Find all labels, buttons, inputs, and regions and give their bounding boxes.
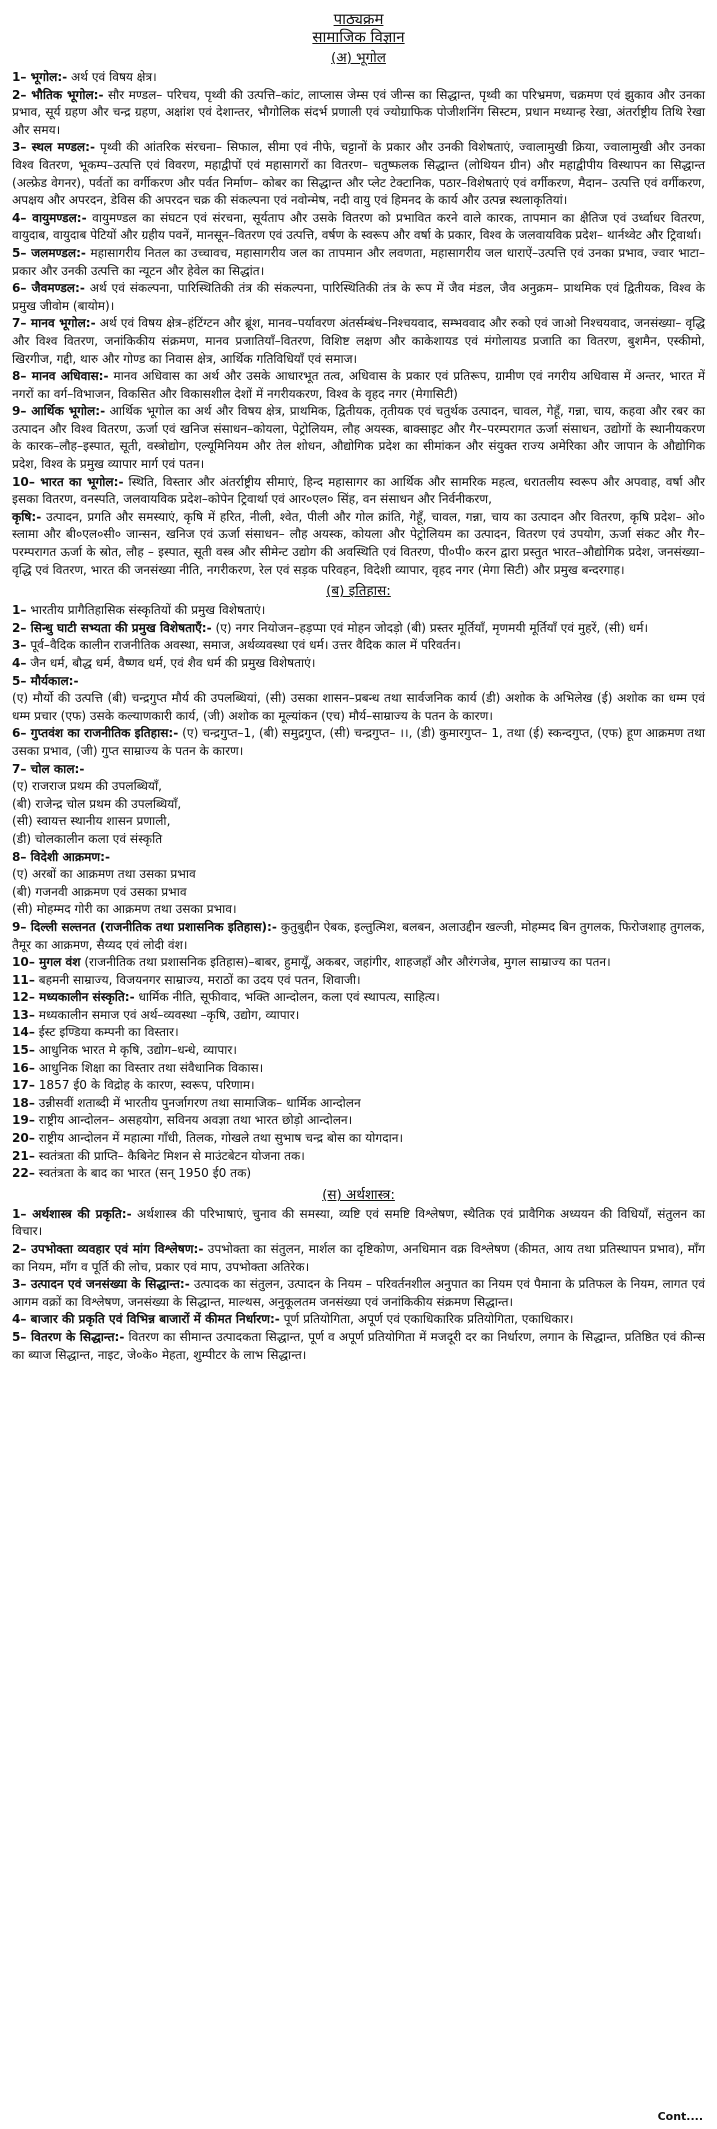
syllabus-item [12,1060,705,1078]
item-heading: 13– [12,1007,35,1022]
item-heading: 2– उपभोक्ता व्यवहार एवं मांग विश्लेषण:- [12,1242,204,1256]
syllabus-item [12,778,705,796]
item-text: वितरण का सीमान्त उत्पादकता सिद्धान्त, पूर्ण व अपूर्ण प्रतियोगिता में मजदूरी दर का निर्धारण, लगान के सिद्धान्त, प्रतिष्ठित एवं कीन्स का ब्याज सिद्धान्त, नाइट, जे०के० मेहता, शुम्पीटर के लाभ सिद्धान्त। [12,1329,705,1362]
syllabus-item [12,1042,705,1060]
item-text: (डी) चोलकालीन कला एवं संस्कृति [12,831,163,846]
syllabus-item [12,849,705,867]
item-heading: 9– आर्थिक भूगोल:- [12,404,106,419]
item-text: आधुनिक शिक्षा का विस्तार तथा संवैधानिक विकास। [34,1060,264,1075]
item-text: (बी) गजनवी आक्रमण एवं उसका प्रभाव [12,884,187,899]
syllabus-item [12,620,705,638]
syllabus-item [12,474,705,509]
item-text: (ए) राजराज प्रथम की उपलब्धियाँ, [12,779,162,794]
syllabus-item [12,1165,705,1183]
item-heading: 5– जलमण्डल:- [12,245,86,260]
item-heading: 21– [12,1148,35,1163]
item-text: बहमनी साम्राज्य, विजयनगर साम्राज्य, मराठों का उदय एवं पतन, शिवाजी। [34,972,361,987]
item-text: धार्मिक नीति, सूफीवाद, भक्ति आन्दोलन, कला एवं स्थापत्य, साहित्य। [134,990,440,1005]
item-text: मानव अधिवास का अर्थ और उसके आधारभूत तत्व, अधिवास के प्रकार एवं प्रतिरूप, ग्रामीण एवं नगरीय अधिवास में अन्तर, भारत में नगरों का वर्ग–विभाजन, विकसित और विकासशील देशों में नगरीयकरण, विश्व के वृहद नगर (मेगासिटी) [12,369,705,401]
item-heading: 1– [12,603,27,618]
syllabus-item [12,1148,705,1166]
syllabus-item [12,761,705,779]
item-text: भारतीय प्रागैतिहासिक संस्कृतियों की प्रमुख विशेषताएं। [26,603,266,618]
item-heading: 4– वायुमण्डल:- [12,210,87,225]
item-heading: 10– भारत का भूगोल:- [12,474,124,489]
syllabus-item [12,1206,705,1241]
item-heading: 18– [12,1095,35,1110]
item-heading: 6– जैवमण्डल:- [12,281,85,296]
syllabus-item [12,1077,705,1095]
item-text: जैन धर्म, बौद्ध धर्म, वैष्णव धर्म, एवं शैव धर्म की प्रमुख विशेषताएं। [26,656,316,670]
item-text: (बी) राजेन्द्र चोल प्रथम की उपलब्धियाँ, [12,796,182,811]
syllabus-item [12,972,705,990]
section-title-text: (स) अर्थशास्त्र: [322,1186,395,1203]
syllabus-item [12,1130,705,1148]
syllabus-item [12,989,705,1007]
item-heading: 2– सिन्धु घाटी सभ्यता की प्रमुख विशेषताएँ:- [12,620,212,635]
syllabus-item [12,1276,705,1311]
syllabus-item [12,655,705,673]
item-text: अर्थशास्त्र की परिभाषाएं, चुनाव की समस्या, व्यष्टि एवं समष्टि विश्लेषण, स्थैतिक एवं प्रावैगिक अध्ययन की विधियाँ, संतुलन का विचार। [12,1206,705,1239]
sections-container [12,49,705,1364]
item-heading: 8– मानव अधिवास:- [12,369,109,384]
item-text: (ए) चन्द्रगुप्त–1, (बी) समुद्रगुप्त, (सी) चन्द्रगुप्त– ।।, (डी) कुमारगुप्त– 1, तथा (ई) स्कन्दगुप्त, (एफ) हूण आक्रमण तथा उसका प्रभाव, (जी) गुप्त साम्राज्य के पतन के कारण। [12,726,705,758]
section-title [12,582,705,600]
item-heading: 1– अर्थशास्त्र की प्रकृति:- [12,1206,132,1221]
syllabus-item [12,884,705,902]
syllabus-item [12,509,705,579]
item-heading: 3– उत्पादन एवं जनसंख्या के सिद्धान्त:- [12,1277,190,1292]
item-heading: 7– चोल काल:- [12,761,85,776]
syllabus-item [12,1241,705,1276]
item-text: आधुनिक भारत मे कृषि, उद्योग–धन्धे, व्यापार। [34,1043,237,1058]
item-heading: 16– [12,1060,35,1075]
syllabus-item [12,1007,705,1025]
item-heading: 20– [12,1131,35,1146]
item-heading: 4– बाजार की प्रकृति एवं विभिन्न बाजारों में कीमत निर्धारण:- [12,1312,280,1327]
item-heading: 9– दिल्ली सल्तनत (राजनीतिक तथा प्रशासनिक इतिहास):- [12,919,277,934]
item-text: अर्थ एवं विषय क्षेत्र। [67,70,157,84]
syllabus-item [12,831,705,849]
syllabus-item [12,602,705,620]
item-heading: 4– [12,656,27,670]
item-heading: 3– स्थल मण्डल:- [12,140,95,155]
syllabus-item [12,315,705,368]
item-heading: 10– मुगल वंश [12,955,81,970]
item-text: मध्यकालीन समाज एवं अर्थ–व्यवस्था –कृषि, उद्योग, व्यापार। [34,1007,300,1022]
item-heading: 14– [12,1025,35,1040]
item-text: राष्ट्रीय आन्दोलन में महात्मा गाँधी, तिलक, गोखले तथा सुभाष चन्द्र बोस का योगदान। [34,1131,404,1146]
syllabus-item [12,725,705,760]
item-text: (राजनीतिक तथा प्रशासनिक इतिहास)–बाबर, हुमायूँ, अकबर, जहांगीर, शाहजहाँ और औरंगजेब, मुगल साम्राज्य का पतन। [80,955,611,970]
section-title [12,49,705,67]
item-heading: 3– [12,638,27,653]
syllabus-item [12,280,705,315]
item-text: स्वतंत्रता के बाद का भारत (सन् 1950 ई0 तक) [34,1166,252,1181]
item-text: राष्ट्रीय आन्दोलन– असहयोग, सविनय अवज्ञा तथा भारत छोड़ो आन्दोलन। [34,1113,353,1128]
item-text: (ए) अरबों का आक्रमण तथा उसका प्रभाव [12,867,196,882]
syllabus-item [12,673,705,691]
item-text: पूर्व–वैदिक कालीन राजनीतिक अवस्था, समाज, अर्थव्यवस्था एवं धर्म। उत्तर वैदिक काल में परिवर्तन। [26,638,461,653]
item-text: आर्थिक भूगोल का अर्थ और विषय क्षेत्र, प्राथमिक, द्वितीयक, तृतीयक एवं चतुर्थक उत्पादन, चावल, गेहूँ, गन्ना, चाय, कहवा और रबर का उत्पादन और विश्व वितरण, ऊर्जा एवं खनिज संसाधन–कोयला, पेट्रोलियम, लौह अयस्क, बाक्साइट और गैर–परम्परागत ऊर्जा संसाधन, उद्योगों के स्थानीयकरण के कारक–लौह–इस्पात, सूती, वस्त्रोद्योग, एल्यूमिनियम और तेल शोधन, औद्योगिक प्रदेश का सीमांकन और संयुक्त राज्य अमेरिका और जापान के औद्योगिक प्रदेश, विश्व के प्रमुख व्यापार मार्ग एवं पतन। [12,404,705,472]
item-heading: 17– [12,1078,35,1093]
item-heading: 11– [12,972,35,987]
item-heading: 2– भौतिक भूगोल:- [12,87,104,102]
item-text: उत्पादन, प्रगति और समस्याएं, कृषि में हरित, नीली, श्वेत, पीली और गोल क्रांति, गेहूँ, चावल, गन्ना, चाय का उत्पादन और वितरण, कृषि प्रदेश– ओ० स्लामा और बी०एल०सी० जान्सन, खनिज एवं ऊर्जा संसाधन– लौह अयस्क, कोयला और पेट्रोलियम का उत्पादन, वितरण एवं उपयोग, ऊर्जा संकट और गैर–परम्परागत ऊर्जा के स्रोत, लौह – इस्पात, सूती वस्त्र और सीमेन्ट उद्योग की अवस्थिति एवं वितरण, पी०पी० करन द्वारा प्रस्तुत भारत–औद्योगिक प्रदेश, जनसंख्या–वृद्धि एवं वितरण, भारत की जनसंख्या नीति, नगरीकरण, रेल एवं सड़क परिवहन, विदेशी व्यापार, वृहद नगर (मेगा सिटी) और प्रमुख बन्दरगाह। [12,509,705,577]
item-text: पृथ्वी की आंतरिक संरचना– सिफाल, सीमा एवं नीफे, चट्टानों के प्रकार और उनकी विशेषताएं, ज्वालामुखी क्रिया, ज्वालामुखी और उनका विश्व वितरण, भूकम्प–उत्पत्ति एवं विवरण, महाद्वीपों एवं महासागरों का वितरण– चतुष्फलक सिद्धान्त (लोथियन ग्रीन) और महाद्वीपीय विस्थापन का सिद्धान्त (अल्फ्रेड वेगनर), पर्वतों का वर्गीकरण और पर्वत निर्माण– कोबर का सिद्धान्त और प्लेट टेक्टानिक, पठार–विशेषताएं एवं वर्गीकरण, मैदान– उत्पत्ति एवं वर्गीकरण, अपक्षय और अपरदन, डेविस की अपरदन चक्र की संकल्पना एवं नवोन्मेष, नदी वायु एवं हिमनद के कार्य और उत्पन्न स्थलाकृतियां। [12,140,705,208]
item-text: कुतुबुद्दीन ऐबक, इल्तुत्मिश, बलबन, अलाउद्दीन खल्जी, मोहम्मद बिन तुगलक, फिरोजशाह तुगलक, तैमूर का आक्रमण, सैय्यद एवं लोदी वंश। [12,919,705,952]
continued-label: Cont.... [657,2110,703,2123]
syllabus-item [12,796,705,814]
syllabus-item [12,368,705,403]
page-header [12,10,705,46]
syllabus-item [12,139,705,209]
item-text: उत्पादक का संतुलन, उत्पादन के नियम – परिवर्तनशील अनुपात का नियम एवं पैमाना के प्रतिफल के नियम, लागत एवं आगम वक्रों का विश्लेषण, जनसंख्या के सिद्धान्त, माल्थस, अनुकूलतम जनसंख्या एवं जनांकिकीय संक्रमण सिद्धान्त। [12,1277,706,1309]
item-heading: 8– विदेशी आक्रमण:- [12,849,110,864]
section-title-text: (ब) इतिहास: [326,583,391,600]
item-text: पूर्ण प्रतियोगिता, अपूर्ण एवं एकाधिकारिक प्रतियोगिता, एकाधिकार। [279,1312,574,1327]
item-heading: 6– गुप्तवंश का राजनीतिक इतिहास:- [12,726,179,741]
item-text: उन्नीसवीं शताब्दी में भारतीय पुनर्जागरण तथा सामाजिक– धार्मिक आन्दोलन [34,1095,361,1110]
syllabus-item [12,87,705,140]
item-text: वायुमण्डल का संघटन एवं संरचना, सूर्यताप और उसके वितरण को प्रभावित करने वाले कारक, तापमान का क्षैतिज एवं उर्ध्वाधर वितरण, वायुदाब, वायुदाब पेटियों और ग्रहीय पवनें, मानसून–वितरण एवं उत्पत्ति, वर्षण के स्वरूप और वर्षा के प्रकार, विश्व के जलवायविक प्रदेश– थार्नथ्वेट और ट्रिवार्था। [12,210,705,243]
item-text: (ए) नगर नियोजन–हड़प्पा एवं मोहन जोदड़ो (बी) प्रस्तर मूर्तियाँ, मृणमयी मूर्तियाँ एवं मुहरें, (सी) धर्म। [211,620,649,635]
section-title-text: (अ) भूगोल [331,50,386,66]
item-heading: 7– मानव भूगोल:- [12,316,96,331]
item-heading: 22– [12,1166,35,1181]
item-text: (ए) मौर्यो की उत्पत्ति (बी) चन्द्रगुप्त मौर्य की उपलब्धियां, (सी) उसका शासन–प्रबन्ध तथा सार्वजनिक कार्य (डी) अशोक के अभिलेख (ई) अशोक का धम्म एवं धम्म प्रचार (एफ) उसके कल्याणकारी कार्य, (जी) अशोक का मूल्यांकन (एच) मौर्य–साम्राज्य के पतन के कारण। [12,691,705,723]
item-text: उपभोक्ता का संतुलन, मार्शल का दृष्टिकोण, अनधिमान वक्र विश्लेषण (कीमत, आय तथा प्रतिस्थापन प्रभाव), माँग का नियम, माँग व पूर्ति की लोच, प्रकार एवं माप, उपभोक्ता अतिरेक। [12,1242,705,1274]
item-heading: 5– वितरण के सिद्धान्त:- [12,1329,125,1344]
syllabus-item [12,1112,705,1130]
syllabus-item [12,1095,705,1113]
syllabus-item [12,954,705,972]
item-text: 1857 ई0 के विद्रोह के कारण, स्वरूप, परिणाम। [34,1078,255,1093]
item-heading: 15– [12,1043,35,1058]
page-subtitle: सामाजिक विज्ञान [312,28,405,46]
item-text: सौर मण्डल– परिचय, पृथ्वी की उत्पत्ति–कांट, लाप्लास जेम्स एवं जीन्स का सिद्धान्त, पृथ्वी का परिभ्रमण, चक्रमण एवं झुकाव और उनका प्रभाव, सूर्य ग्रहण और चन्द्र ग्रहण, अक्षांश एवं देशान्तर, भौगोलिक संदर्भ प्रणाली एवं ज्योग्राफिक पोजीशनिंग सिस्टम, प्रधान मध्यान्ह रेखा, अंतर्राष्ट्रीय तिथि रेखा और समय। [12,87,705,137]
syllabus-item [12,245,705,280]
item-text: महासागरीय नितल का उच्चावच, महासागरीय जल का तापमान और लवणता, महासागरीय जल धाराऐं–उत्पत्ति एवं उनका प्रभाव, ज्वार भाटा–प्रकार और उनकी उत्पत्ति का न्यूटन और हेवेल का सिद्धांत। [12,245,705,278]
section-title [12,1186,705,1204]
syllabus-item [12,210,705,245]
item-text: स्वतंत्रता की प्राप्ति– कैबिनेट मिशन से माउंटबेटन योजना तक। [34,1148,305,1163]
page-title: पाठ्यक्रम [333,10,384,28]
syllabus-item [12,1329,705,1364]
syllabus-item [12,637,705,655]
item-text: स्थिति, विस्तार और अंतर्राष्ट्रीय सीमाएं, हिन्द महासागर का आर्थिक और सामरिक महत्व, धरातलीय स्वरूप और अपवाह, वर्षा और इसका वितरण, वनस्पति, जलवायविक प्रदेश–कोपेन ट्रिवार्था एवं आर०एल० सिंह, वन संसाधन और निर्वनीकरण, [12,474,705,507]
syllabus-item [12,813,705,831]
item-text: अर्थ एवं संकल्पना, पारिस्थितिकी तंत्र की संकल्पना, पारिस्थितिकी तंत्र के रूप में जैव मंडल, जैव अनुक्रम– प्राथमिक एवं द्वितीयक, विश्व के प्रमुख जीवोम (बायोम)। [12,281,705,313]
item-heading: 1– भूगोल:- [12,70,68,84]
syllabus-item [12,403,705,473]
syllabus-item [12,69,705,87]
item-heading: 19– [12,1113,35,1128]
syllabus-item [12,1311,705,1329]
syllabus-item [12,1024,705,1042]
syllabus-item [12,866,705,884]
item-heading: 5– मौर्यकाल:- [12,673,79,688]
item-text: (सी) मोहम्मद गोरी का आक्रमण तथा उसका प्रभाव। [12,902,237,917]
item-text: (सी) स्वायत्त स्थानीय शासन प्रणाली, [12,814,171,829]
syllabus-item [12,901,705,919]
item-text: ईस्ट इण्डिया कम्पनी का विस्तार। [34,1025,179,1040]
syllabus-item [12,690,705,725]
item-text: अर्थ एवं विषय क्षेत्र–हंटिंग्टन और ब्रूंश, मानव–पर्यावरण अंतर्सम्बंध–निश्चयवाद, सम्भववाद और रुको एवं जाओ निश्चयवाद, जनसंख्या– वृद्धि और विश्व वितरण, जनांकिकीय संक्रमण, मानव प्रजातियाँ–वितरण, विशिष्ट लक्षण और काकेशायड एवं मंगोलायड प्रजाति का वितरण, बुशमैन, एस्कीमो, खिरगीज, गद्दी, थारु और गोण्ड का निवास क्षेत्र, आर्थिक गतिविधियाँ एवं समाज। [12,316,705,366]
item-heading: कृषि:- [12,509,42,524]
item-heading: 12– मध्यकालीन संस्कृति:- [12,990,135,1005]
syllabus-item [12,919,705,954]
